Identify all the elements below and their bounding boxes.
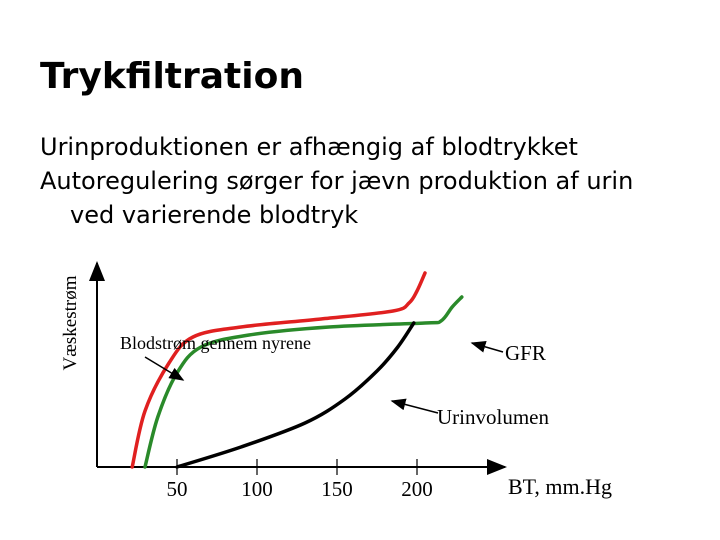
- slide-title: Trykfiltration: [40, 56, 304, 97]
- annotation-gfr: GFR: [505, 341, 546, 365]
- arrow-gfr: [472, 343, 503, 352]
- annotation-urine-volume: Urinvolumen: [437, 405, 549, 429]
- x-axis-label: BT, mm.Hg: [507, 474, 613, 499]
- y-axis-label: Væskestrøm: [60, 275, 81, 371]
- x-tick-label: 150: [321, 477, 353, 501]
- bullet-3: ved varierende blodtryk: [70, 201, 359, 229]
- series-group: [132, 273, 462, 467]
- chart-axes: [60, 263, 612, 499]
- x-tick-label: 100: [241, 477, 273, 501]
- annotations: [120, 333, 549, 429]
- arrow-urine-volume: [392, 401, 438, 413]
- bullet-2: Autoregulering sørger for jævn produktion af urin: [40, 167, 634, 195]
- series-line-blodstr-m-gennem-nyrene: [132, 273, 425, 467]
- annotation-blood-flow: Blodstrøm gennem nyrene: [120, 333, 311, 353]
- arrow-blood-flow: [145, 357, 183, 380]
- x-tick-label: 200: [401, 477, 433, 501]
- x-tick-group: [167, 459, 433, 501]
- bullet-1: Urinproduktionen er afhængig af blodtrykket: [40, 133, 578, 161]
- x-tick-label: 50: [166, 477, 188, 501]
